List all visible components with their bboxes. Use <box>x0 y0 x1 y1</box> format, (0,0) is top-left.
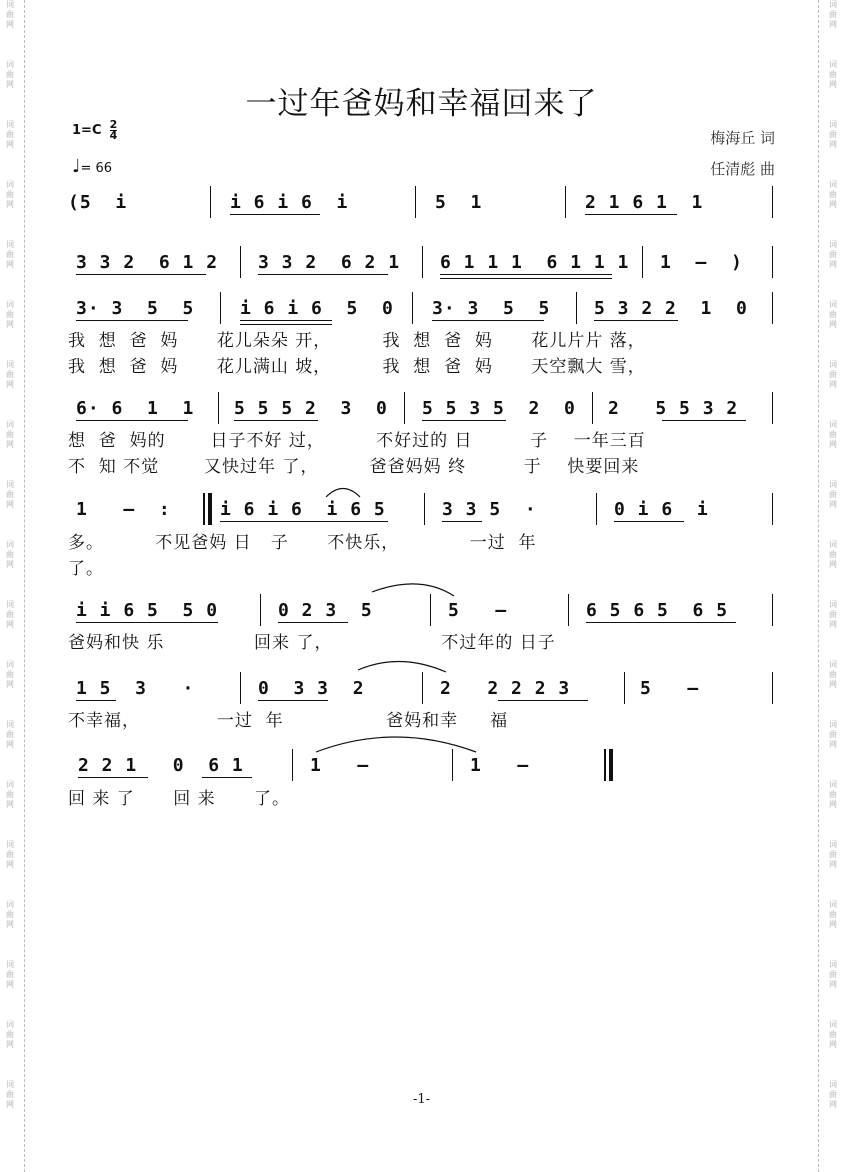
quarter-note-icon: ♩ <box>72 156 81 177</box>
watermark-text: 词 曲 网 <box>829 60 837 89</box>
measure: 1 – <box>470 755 530 776</box>
measure: 0 2 3 5 <box>278 600 373 621</box>
watermark-text: 词 曲 网 <box>6 600 14 629</box>
watermark-text: 词 曲 网 <box>6 300 14 329</box>
watermark-text: 词 曲 网 <box>829 180 837 209</box>
lyric-line: 不 知 不觉 又快过年 了， 爸爸妈妈 终 于 快要回来 <box>68 457 640 477</box>
measure: 2 2 1 0 6 1 <box>78 755 244 776</box>
measure: 2 2 2 2 3 <box>440 678 571 699</box>
watermark-text: 词 曲 网 <box>6 360 14 389</box>
slur <box>326 489 360 498</box>
measure: 0 i 6 i <box>614 499 709 520</box>
watermark-text: 词 曲 网 <box>829 1080 837 1109</box>
lyric-line: 了。 <box>68 559 104 579</box>
lyric-line: 多。 不见爸妈 日 子 不快乐， 一过 年 <box>68 533 537 553</box>
measure: 3· 3 5 5 <box>76 298 195 319</box>
lyric-line: 爸妈和快 乐 回来 了， 不过年的 日子 <box>68 633 556 653</box>
measure: i 6 i 6 i <box>230 192 349 213</box>
measure: 3 3 5 · <box>442 499 537 520</box>
watermark-text: 词 曲 网 <box>6 180 14 209</box>
tie <box>316 737 476 752</box>
measure: 1 5 3 · <box>76 678 195 699</box>
lyric-line: 想 爸 妈的 日子不好 过， 不好过的 日 子 一年三百 <box>68 431 646 451</box>
page-number: -1- <box>412 1092 431 1107</box>
watermark-text: 词 曲 网 <box>829 900 837 929</box>
watermark-text: 词 曲 网 <box>6 60 14 89</box>
watermark-text: 词 曲 网 <box>829 840 837 869</box>
measure: 5 5 5 2 3 0 <box>234 398 388 419</box>
composer-credit: 任清彪 曲 <box>710 160 775 178</box>
key-signature: 1=C $\frac{2}{4}$ <box>72 118 118 142</box>
watermark-text: 词 曲 网 <box>829 600 837 629</box>
measure: 3· 3 5 5 <box>432 298 551 319</box>
measure: i 6 i 6 5 0 <box>240 298 394 319</box>
measure: 6· 6 1 1 <box>76 398 195 419</box>
watermark-text: 词 曲 网 <box>829 720 837 749</box>
watermark-text: 词 曲 网 <box>6 840 14 869</box>
watermark-text: 词 曲 网 <box>6 0 14 29</box>
watermark-text: 词 曲 网 <box>829 480 837 509</box>
time-signature: $\frac{2}{4}$ <box>109 118 118 142</box>
watermark-text: 词 曲 网 <box>6 1080 14 1109</box>
measure: 2 5 5 3 2 <box>608 398 739 419</box>
watermark-text: 词 曲 网 <box>6 240 14 269</box>
watermark-text: 词 曲 网 <box>829 360 837 389</box>
lyricist-credit: 梅海丘 词 <box>710 129 775 147</box>
measure: 5 – <box>448 600 508 621</box>
watermark-text: 词 曲 网 <box>6 1020 14 1049</box>
watermark-text: 词 曲 网 <box>829 1020 837 1049</box>
watermark-text: 词 曲 网 <box>829 0 837 29</box>
tempo-marking: ♩= 66 <box>72 156 113 177</box>
measure: 5 5 3 5 2 0 <box>422 398 576 419</box>
measure: 3 3 2 6 1 2 <box>76 252 219 273</box>
watermark-text: 词 曲 网 <box>6 780 14 809</box>
watermark-text: 词 曲 网 <box>6 960 14 989</box>
measure: i 6 i 6 i 6 5 <box>220 499 386 520</box>
lyric-line: 我 想 爸 妈 花儿朵朵 开， 我 想 爸 妈 花儿片片 落， <box>68 331 646 351</box>
measure: i i 6 5 5 0 <box>76 600 219 621</box>
watermark-text: 词 曲 网 <box>829 780 837 809</box>
watermark-text: 词 曲 网 <box>6 900 14 929</box>
measure: 0 3 3 2 <box>258 678 365 699</box>
measure: 5 1 <box>435 192 483 213</box>
lyric-line: 我 想 爸 妈 花儿满山 坡， 我 想 爸 妈 天空飘大 雪， <box>68 357 646 377</box>
watermark-text: 词 曲 网 <box>829 240 837 269</box>
measure: 6 5 6 5 6 5 <box>586 600 729 621</box>
measure: 5 3 2 2 1 0 <box>594 298 748 319</box>
watermark-text: 词 曲 网 <box>6 420 14 449</box>
measure: 3 3 2 6 2 1 <box>258 252 401 273</box>
watermark-text: 词 曲 网 <box>829 120 837 149</box>
lyric-line: 不幸福， 一过 年 爸妈和幸 福 <box>68 711 509 731</box>
measure: (5 i <box>68 192 128 213</box>
measure: 1 – ) <box>660 252 743 273</box>
watermark-text: 词 曲 网 <box>6 720 14 749</box>
watermark-text: 词 曲 网 <box>829 420 837 449</box>
watermark-text: 词 曲 网 <box>6 660 14 689</box>
measure: 2 1 6 1 1 <box>585 192 704 213</box>
tie <box>358 661 446 672</box>
watermark-text: 词 曲 网 <box>6 480 14 509</box>
watermark-text: 词 曲 网 <box>829 960 837 989</box>
measure: 5 – <box>640 678 700 699</box>
watermark-text: 词 曲 网 <box>6 120 14 149</box>
measure: 1 – <box>310 755 370 776</box>
measure: 1 – : <box>76 499 171 520</box>
lyric-line: 回 来 了 回 来 了。 <box>68 789 291 809</box>
tie <box>372 584 454 596</box>
watermark-text: 词 曲 网 <box>6 540 14 569</box>
watermark-text: 词 曲 网 <box>829 660 837 689</box>
song-title: 一过年爸妈和幸福回来了 <box>245 86 598 122</box>
measure: 6 1 1 1 6 1 1 1 <box>440 252 630 273</box>
watermark-text: 词 曲 网 <box>829 540 837 569</box>
watermark-text: 词 曲 网 <box>829 300 837 329</box>
